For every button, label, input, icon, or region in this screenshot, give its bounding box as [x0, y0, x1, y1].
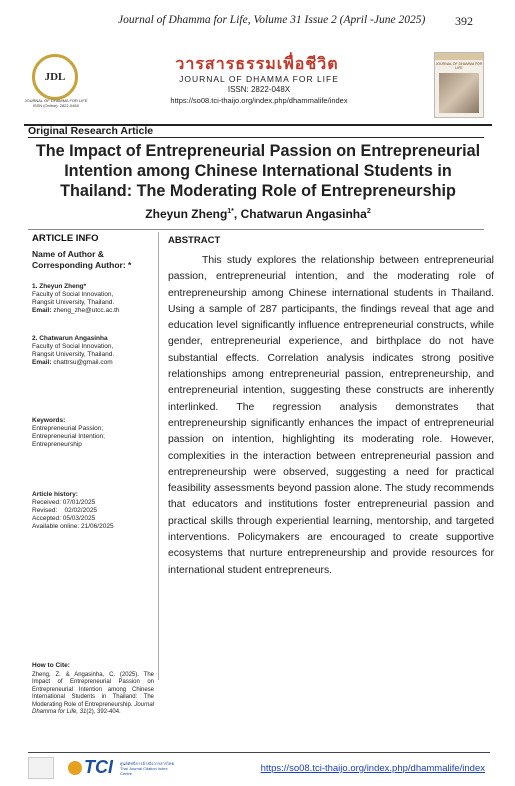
article-type: Original Research Article [28, 125, 154, 137]
keywords-label: Keywords: [32, 417, 66, 424]
tci-swirl-icon [68, 761, 82, 775]
abstract-body: This study explores the relationship between entrepreneurial passion, entrepreneurial intention, and the moderating role of entrepreneurship among Chinese international students in Thailand. Using a sample of 287 participants, the findings reveal that age and education level significantly influence entrepreneurial constructs, while gender, entrepreneurial experience, and birthplace do not have substantial effects. Correlation analysis indicates strong positive relationships among entrepreneurial passion, entrepreneurship, and entrepreneurial intention, suggesting these constructs are inherently interlinked. The regression analysis demonstrates that entrepreneurship significantly enhances the impact of entrepreneurial passion on intention, highlighting its moderating role. However, complexities in the interaction between entrepreneurial passion and entrepreneurship were observed, suggesting a need for practical feasibility assessments beyond passion alone. The study recommends that educators and institutions foster entrepreneurial passion and practical skills through experiential learning, mentorship, and targeted interventions. Policymakers are encouraged to create supportive ecosystems that nurture entrepreneurship and provide resources for international student entrepreneurs. [168, 255, 494, 576]
issn: ISSN: 2822-048X [227, 85, 291, 94]
tci-subtitle: ศูนย์ดัชนีการอ้างอิงวารสารไทย Thai Journal Citation Index Centre [120, 761, 174, 776]
cite-heading: How to Cite: [32, 662, 70, 669]
abstract-heading: ABSTRACT [168, 235, 221, 246]
history-accepted: Accepted: 05/03/2025 [32, 515, 96, 522]
history-online: Available online: 21/06/2025 [32, 523, 114, 530]
keyword: Entrepreneurship [32, 441, 82, 448]
logo-caption: JOURNAL OF DHAMMA FOR LIFE ISSN (Online): 2822-048X [24, 98, 88, 108]
divider [28, 752, 490, 753]
author-1-mark: 1* [227, 208, 234, 215]
keyword: Entrepreneurial Passion; [32, 425, 104, 432]
author-2-mark: 2 [366, 208, 371, 215]
jdl-logo: JDL [32, 54, 78, 100]
journal-issue-line: Journal of Dhamma for Life, Volume 31 Issue 2 (April -June 2025) [118, 14, 426, 26]
author-2-affiliation-2: Rangsit University, Thailand. [32, 351, 115, 358]
history-label: Article history: [32, 491, 78, 498]
author-2-email[interactable]: chattrsu@gmail.com [53, 359, 113, 366]
author-line: Zheyun Zheng$^{1*}$, Chatwarun Angasinha$^2$ [145, 207, 371, 221]
how-to-cite [32, 662, 154, 717]
author-1-name: 1. Zheyun Zheng* [32, 283, 87, 290]
author-2: Chatwarun Angasinha [240, 207, 367, 221]
author-1-affiliation: Faculty of Social Innovation, [32, 291, 114, 298]
cover-title: JOURNAL OF DHAMMA FOR LIFE [435, 62, 483, 70]
column-separator [158, 232, 159, 680]
journal-url[interactable]: https://so08.tci-thaijo.org/index.php/dhammalife/index [170, 96, 348, 105]
article-info-column [32, 235, 152, 531]
history-received: Received: 07/01/2025 [32, 499, 96, 506]
author-1: Zheyun Zheng [145, 207, 228, 221]
tci-badge-icon [28, 757, 54, 779]
journal-banner [24, 48, 492, 126]
page-number: 392 [455, 14, 473, 28]
running-head [20, 14, 495, 32]
english-journal-title: JOURNAL OF DHAMMA FOR LIFE [179, 74, 339, 84]
author-2-name: 2. Chatwarun Angasinha [32, 335, 108, 342]
thai-journal-title: วารสารธรรมเพื่อชีวิต [175, 56, 339, 73]
article-info-heading: ARTICLE INFO [32, 233, 99, 244]
keyword: Entrepreneurial Intention; [32, 433, 105, 440]
author-1-email[interactable]: zheng_zhe@utcc.ac.th [53, 307, 120, 314]
author-2-affiliation: Faculty of Social Innovation, [32, 343, 114, 350]
cite-journal: Journal Dhamma for Life, 31 [32, 701, 154, 715]
author-1-email-line: Email: zheng_zhe@utcc.ac.th [32, 307, 120, 314]
journal-cover-image [434, 52, 484, 118]
history-revised: Revised: 02/02/2025 [32, 507, 98, 514]
divider [28, 229, 484, 230]
footer-logos [28, 757, 248, 779]
author-2-email-line: Email: chattrsu@gmail.com [32, 359, 113, 366]
divider [28, 137, 484, 138]
cite-tail: (2), 392-404. [86, 709, 121, 715]
corresponding-author-label: Name of Author & Corresponding Author: * [32, 249, 132, 270]
cite-text: Zheng, Z. & Angasinha, C. (2025). The Impact of Entrepreneurial Passion on Entrepreneurial Intention among Chinese International Students in Thailand: The Moderating Role of Entrepreneurship. [32, 671, 154, 708]
author-1-affiliation-2: Rangsit University, Thailand. [32, 299, 115, 306]
tci-logo: TCI [68, 757, 113, 778]
footer-url-link[interactable]: https://so08.tci-thaijo.org/index.php/dhammalife/index [260, 763, 485, 774]
article-title: The Impact of Entrepreneurial Passion on Entrepreneurial Intention among Chinese International Students in Thailand: The Moderating Role of Entrepreneurship [35, 142, 481, 200]
